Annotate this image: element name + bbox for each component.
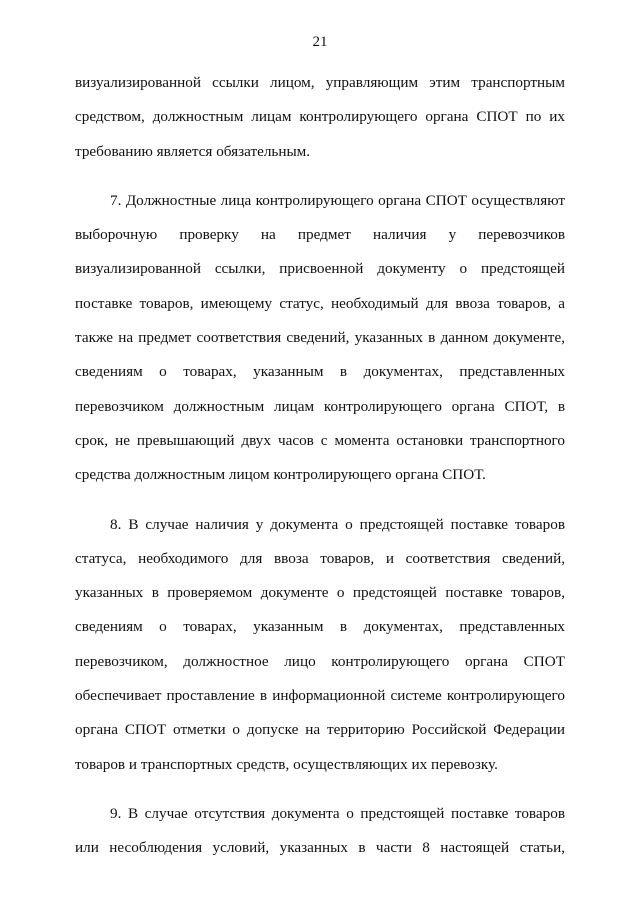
text-line: визуализированной ссылки лицом, управляющим этим транспортным <box>75 74 565 91</box>
text-line: органа СПОТ отметки о допуске на территорию Российской Федерации <box>75 721 565 739</box>
text-line: или несоблюдения условий, указанных в части 8 настоящей статьи, <box>75 839 565 857</box>
text-line: указанных в проверяемом документе о предстоящей поставке товаров, <box>75 584 565 602</box>
text-line: сведениям о товарах, указанным в документах, представленных <box>75 363 565 381</box>
text-line: поставке товаров, имеющему статус, необходимый для ввоза товаров, а <box>75 294 565 312</box>
paragraph-9 <box>75 797 565 866</box>
text-line: средства должностным лицом контролирующего органа СПОТ. <box>75 466 486 484</box>
text-line: 8. В случае наличия у документа о предстоящей поставке товаров <box>110 515 565 533</box>
text-line: выборочную проверку на предмет наличия у перевозчиков <box>75 226 565 244</box>
paragraph-gap <box>75 782 565 797</box>
text-line: средством, должностным лицам контролирующего органа СПОТ по их <box>75 108 565 126</box>
text-line: перевозчиком должностным лицам контролирующего органа СПОТ, в <box>75 397 565 415</box>
paragraph-8 <box>75 508 565 782</box>
text-line: сведениям о товарах, указанным в документах, представленных <box>75 618 565 636</box>
text-line: срок, не превышающий двух часов с момента остановки транспортного <box>75 431 565 449</box>
text-line: 7. Должностные лица контролирующего органа СПОТ осуществляют <box>110 191 565 209</box>
text-line: требованию является обязательным. <box>75 142 311 160</box>
text-line: визуализированной ссылки, присвоенной документу о предстоящей <box>75 260 565 278</box>
paragraph-7 <box>75 184 565 493</box>
page-number: 21 <box>312 34 328 50</box>
text-line: товаров и транспортных средств, осуществляющих их перевозку. <box>75 755 498 773</box>
paragraph-gap <box>75 169 565 184</box>
text-line: 9. В случае отсутствия документа о предстоящей поставке товаров <box>110 804 565 822</box>
document-body <box>75 66 565 866</box>
text-line: статуса, необходимого для ввоза товаров, и соответствия сведений, <box>75 549 565 567</box>
text-line: обеспечивает проставление в информационной системе контролирующего <box>75 687 565 705</box>
text-line: также на предмет соответствия сведений, указанных в данном документе, <box>75 329 565 347</box>
paragraph-continuation <box>75 66 565 169</box>
text-line: перевозчиком, должностное лицо контролирующего органа СПОТ <box>75 652 565 670</box>
paragraph-gap <box>75 493 565 508</box>
